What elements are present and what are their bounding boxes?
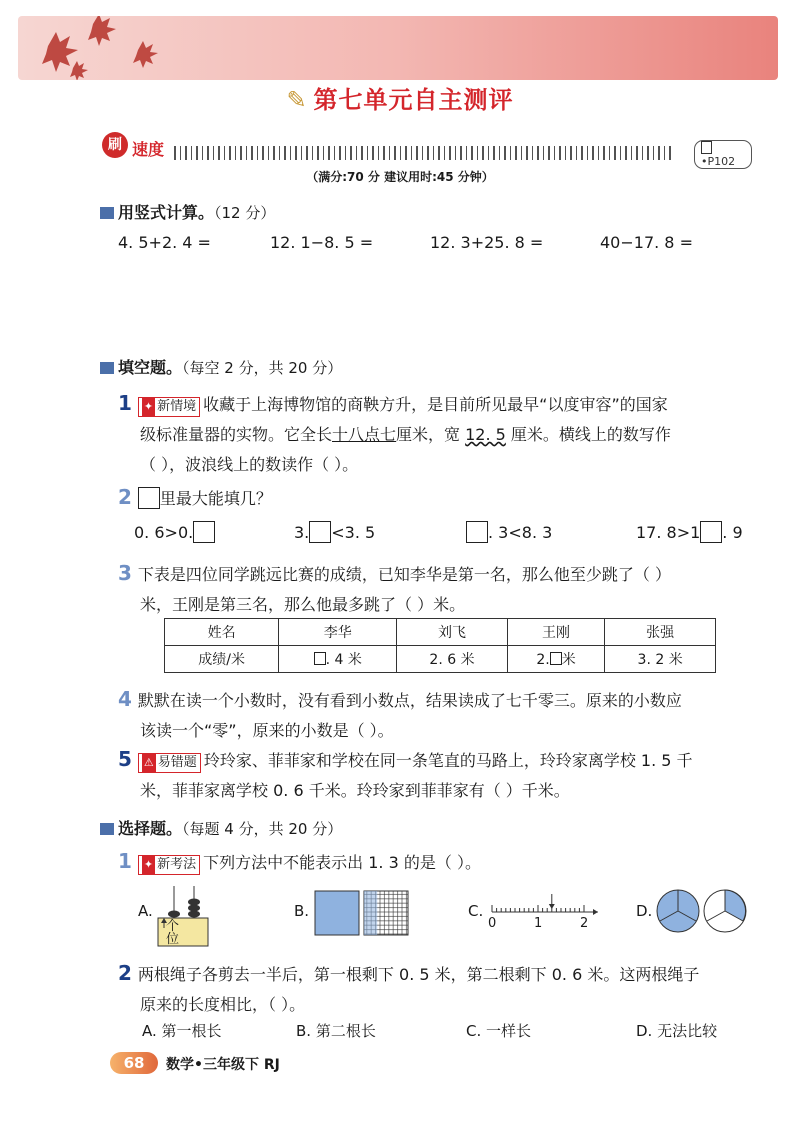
pointer-arrowhead <box>549 904 555 909</box>
section-marker-icon <box>100 362 114 374</box>
choice-c: C. 一样长 <box>466 1022 532 1040</box>
question-2-1: 1 ✦ 新情境 收藏于上海博物馆的商鞅方升，是目前所见最早“以度审容”的国家 级标准量器的实物。它全长十八点七厘米，宽 12. 5 厘米。横线上的数写作 （ ），波浪线上的数读作（ ）。 <box>118 391 671 474</box>
question-2-4: 4 默默在读一个小数时，没有看到小数点，结果读成了七千零三。原来的小数应 该读一个“零”，原来的小数是（ ）。 <box>118 687 682 740</box>
tag-icon: ✦ <box>142 398 155 416</box>
option-d-label: D. <box>636 902 653 920</box>
calc-item: 4. 5+2. 4 = <box>118 233 211 252</box>
question-3-2: 2 两根绳子各剪去一半后，第一根剩下 0. 5 米，第二根剩下 0. 6 米。这两根绳子 原来的长度相比，（ ）。 <box>118 961 700 1014</box>
q2-2-item-4: 17. 8>1 . 9 <box>636 523 743 542</box>
jump-score-table <box>164 618 716 673</box>
option-a-label: A. <box>138 902 153 920</box>
table-header-cell: 姓名 <box>165 619 279 646</box>
speed-bar <box>102 132 752 168</box>
page-title: ✎ 第七单元自主测评 <box>286 86 514 114</box>
calc-item: 40−17. 8 = <box>600 233 693 252</box>
choice-b: B. 第二根长 <box>296 1022 376 1040</box>
answer-box <box>314 652 326 665</box>
answer-box[interactable] <box>466 521 488 543</box>
question-2-3: 3 下表是四位同学跳远比赛的成绩，已知李华是第一名，那么他至少跳了（ ） 米，王刚是第三名，那么他最多跳了（ ）米。 <box>118 561 672 614</box>
table-cell: 2. 米 <box>507 646 604 673</box>
section-2-heading: 填空题。（每空 2 分，共 20 分） <box>100 355 342 378</box>
section-marker-icon <box>100 823 114 835</box>
table-header-cell: 刘飞 <box>397 619 508 646</box>
option-c-number-line <box>486 892 602 936</box>
question-3-1: 1 ✦ 新考法 下列方法中不能表示出 1. 3 的是（ ）。 <box>118 849 481 873</box>
tick-label: 0 <box>488 916 497 931</box>
maple-leaves-decoration <box>18 16 778 80</box>
table-cell: 2. 6 米 <box>397 646 508 673</box>
exam-meta: （满分:70 分 建议用时:45 分钟） <box>306 170 494 184</box>
tag-icon: ✦ <box>142 856 155 874</box>
option-b-grids <box>314 890 410 936</box>
ones-place-label: 个 位 <box>166 919 180 947</box>
error-prone-tag: ⚠ 易错题 <box>138 753 201 773</box>
table-cell: . 4 米 <box>279 646 397 673</box>
table-row <box>165 646 716 673</box>
answer-box[interactable] <box>700 521 722 543</box>
question-2-5: 5 ⚠ 易错题 玲玲家、菲菲家和学校在同一条笔直的马路上，玲玲家离学校 1. 5 千 米，菲菲家离学校 0. 6 千米。玲玲家到菲菲家有（ ）千米。 <box>118 747 693 800</box>
answer-box[interactable] <box>193 521 215 543</box>
answer-box <box>550 652 562 665</box>
page-reference: •P102 <box>694 140 752 169</box>
page-footer <box>110 1050 310 1076</box>
brush-icon: 刷 <box>102 132 128 158</box>
axis-arrow-icon <box>593 909 598 915</box>
pencil-icon: ✎ <box>286 86 308 114</box>
new-method-tag: ✦ 新考法 <box>138 855 200 875</box>
tick-label: 1 <box>534 916 543 931</box>
choice-d: D. 无法比较 <box>636 1022 718 1040</box>
q2-2-item-2: 3. <3. 5 <box>294 523 376 542</box>
option-a-abacus <box>156 884 212 948</box>
option-b-label: B. <box>294 902 310 920</box>
speed-ticks <box>174 146 674 160</box>
section-3-heading: 选择题。（每题 4 分，共 20 分） <box>100 816 342 839</box>
speed-label: 速度 <box>132 140 165 159</box>
table-header-cell: 王刚 <box>507 619 604 646</box>
q2-2-item-1: 0. 6>0. <box>134 518 215 548</box>
answer-box <box>138 487 160 509</box>
calc-item: 12. 3+25. 8 = <box>430 233 544 252</box>
table-header-cell: 李华 <box>279 619 397 646</box>
option-d-circles <box>656 888 748 934</box>
choice-a: A. 第一根长 <box>142 1022 222 1040</box>
table-header-cell: 张强 <box>605 619 716 646</box>
section-marker-icon <box>100 207 114 219</box>
option-c-label: C. <box>468 902 484 920</box>
table-row <box>165 619 716 646</box>
page-number: 68 <box>110 1052 158 1074</box>
q2-2-item-3: . 3<8. 3 <box>466 518 552 548</box>
table-cell: 成绩/米 <box>165 646 279 673</box>
subject-label: 数学•三年级下 RJ <box>166 1057 280 1073</box>
answer-box[interactable] <box>309 521 331 543</box>
tick-label: 2 <box>580 916 589 931</box>
new-context-tag: ✦ 新情境 <box>138 397 200 417</box>
calc-item: 12. 1−8. 5 = <box>270 233 374 252</box>
header-banner <box>18 16 778 80</box>
table-cell: 3. 2 米 <box>605 646 716 673</box>
question-2-2: 2 里最大能填几？ <box>118 485 272 509</box>
document-icon <box>701 141 712 154</box>
warning-icon: ⚠ <box>142 754 156 772</box>
section-1-heading: 用竖式计算。（12 分） <box>100 200 275 223</box>
